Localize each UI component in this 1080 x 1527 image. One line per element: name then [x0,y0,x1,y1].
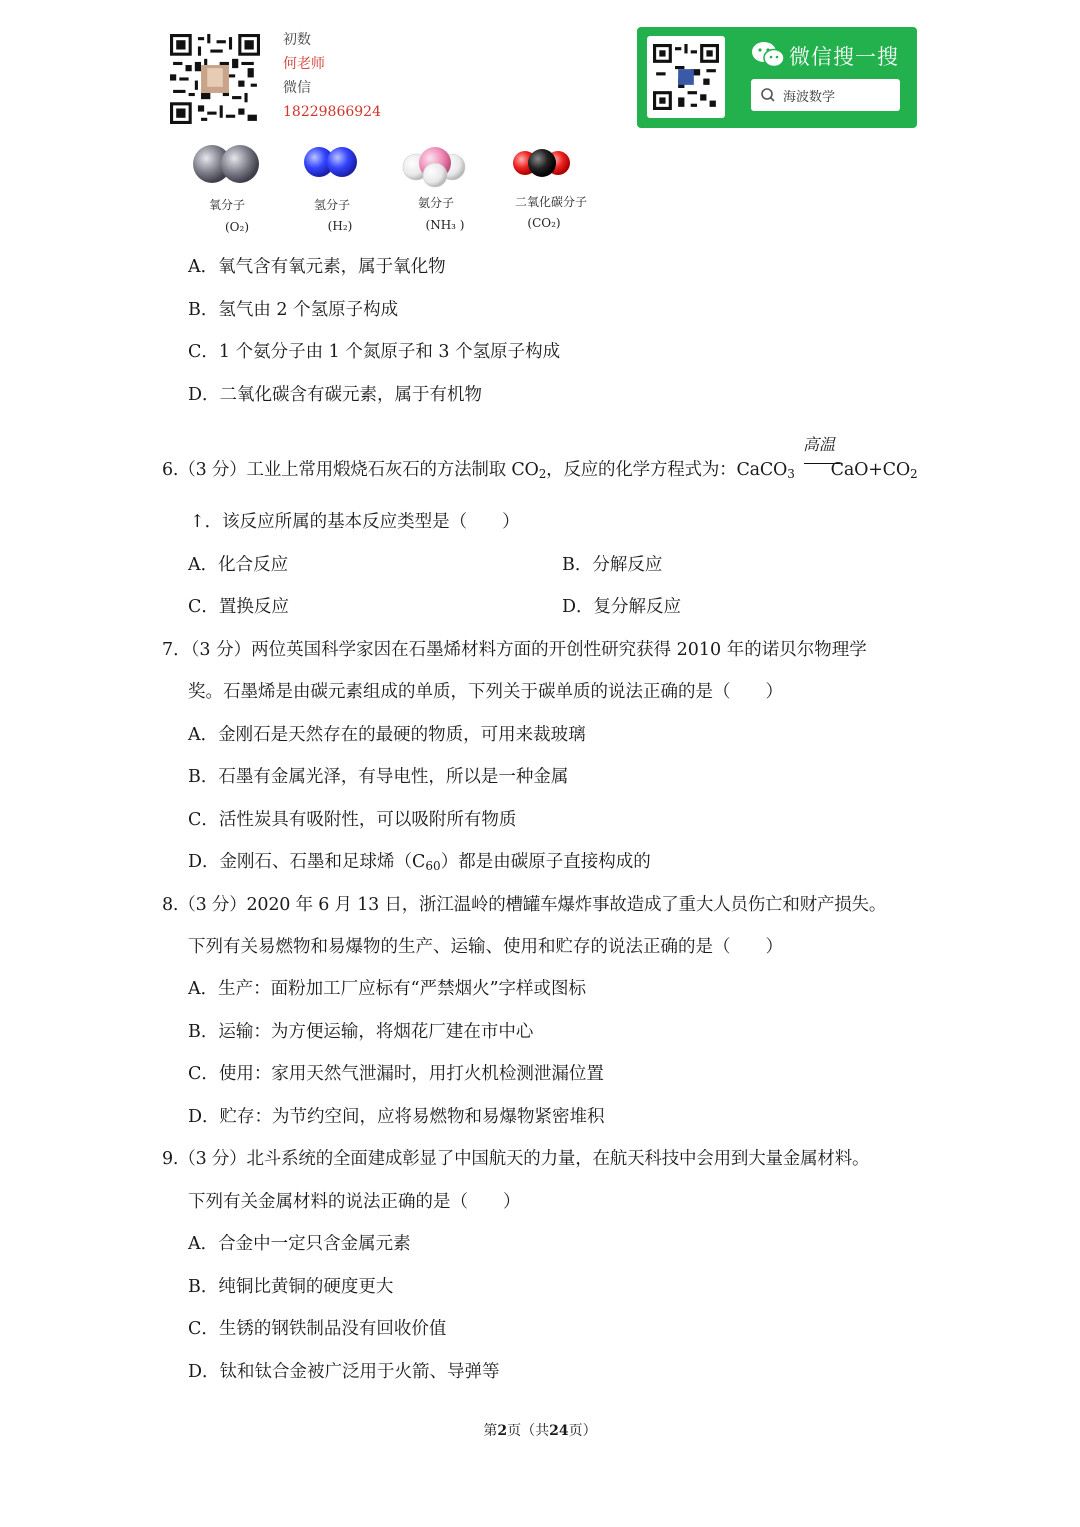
q6-option-c: C．置换反应 [188,597,289,617]
wechat-logo-icon [751,41,785,69]
oxygen-molecule-model [190,142,265,187]
q6-option-b: B．分解反应 [562,555,663,575]
q5-option-b: B．氢气由 2 个氢原子构成 [188,300,399,320]
molecule-name-h2: 氢分子 [313,198,350,212]
molecule-formula-nh3: (NH₃ ) [425,218,465,232]
q8-option-b: B．运输：为方便运输，将烟花厂建在市中心 [188,1022,534,1042]
q9-option-d: D．钛和钛合金被广泛用于火箭、导弹等 [188,1362,500,1382]
q9-option-a: A．合金中一定只含金属元素 [188,1234,411,1254]
molecule-name-co2: 二氧化碳分子 [514,195,587,209]
q8-option-c: C．使用：家用天然气泄漏时，用打火机检测泄漏位置 [188,1064,604,1084]
reaction-condition: 高温 [803,435,836,454]
q7-stem-line2: 奖。石墨烯是由碳元素组成的单质，下列关于碳单质的说法正确的是（ ） [188,682,783,702]
q9-option-c: C．生锈的钢铁制品没有回收价值 [188,1319,447,1339]
contact-teacher: 何老师 [283,56,325,72]
q6-stem-part-b: ，反应的化学方程式为：CaCO [546,460,788,480]
q6-sub-co2-product: 2 [910,467,918,481]
q7-option-d [188,848,651,873]
page-footer [0,1420,1080,1440]
q9-stem-line2: 下列有关金属材料的说法正确的是（ ） [188,1192,521,1212]
carbon-dioxide-molecule-model [512,147,572,181]
q5-option-a: A．氧气含有氧元素，属于氧化物 [188,257,446,277]
q8-stem-line2: 下列有关易燃物和易爆物的生产、运输、使用和贮存的说法正确的是（ ） [188,937,783,957]
wechat-search-box[interactable] [751,79,900,111]
qr-code-image [170,34,260,124]
q6-option-a: A．化合反应 [188,555,289,575]
q5-option-d: D．二氧化碳含有碳元素，属于有机物 [188,385,483,405]
q9-stem-line1: 9.（3 分）北斗系统的全面建成彰显了中国航天的力量，在航天科技中会用到大量金属材料。 [162,1149,870,1169]
search-icon [760,87,776,103]
q7-option-d-part-b: ）都是由碳原子直接构成的 [440,852,651,872]
wechat-search-banner [637,27,917,128]
q7-option-b: B．石墨有金属光泽，有导电性，所以是一种金属 [188,767,569,787]
q5-option-c: C．1 个氨分子由 1 个氮原子和 3 个氢原子构成 [188,342,561,362]
molecule-name-nh3: 氨分子 [417,196,454,210]
q6-sub-caco3: 3 [787,467,795,481]
q9-option-b: B．纯铜比黄铜的硬度更大 [188,1277,394,1297]
contact-phone: 18229866924 [283,104,381,120]
ammonia-molecule-model [402,139,468,189]
footer-total-pages: 24 [549,1423,569,1439]
wechat-qr-code [647,36,725,118]
q7-option-d-part-a: D．金刚石、石墨和足球烯（C [188,852,426,872]
contact-info [283,28,381,124]
footer-prefix: 第 [483,1423,498,1439]
molecule-name-o2: 氧分子 [208,198,245,212]
q6-stem-part-c: CaO+CO [830,460,911,480]
q7-option-a: A．金刚石是天然存在的最硬的物质，可用来裁玻璃 [188,725,586,745]
contact-subject: 初数 [283,32,311,48]
q7-option-c: C．活性炭具有吸附性，可以吸附所有物质 [188,810,517,830]
q8-option-d: D．贮存：为节约空间，应将易燃物和易爆物紧密堆积 [188,1107,605,1127]
hydrogen-molecule-model [302,145,362,180]
contact-wechat-label: 微信 [283,80,311,96]
wechat-search-text: 海波数学 [783,90,836,105]
footer-middle: 页（共 [507,1423,550,1439]
molecule-formula-co2: (CO₂) [527,216,561,230]
q6-stem-part-a: 6.（3 分）工业上常用煅烧石灰石的方法制取 CO [162,460,539,480]
molecule-formula-o2: (O₂) [224,220,249,234]
molecule-formula-h2: (H₂) [327,219,353,233]
footer-suffix: 页） [568,1423,597,1439]
q8-stem-line1: 8.（3 分）2020 年 6 月 13 日，浙江温岭的槽罐车爆炸事故造成了重大人员伤亡和财产损失。 [162,895,887,915]
q6-stem-line1 [162,456,917,481]
footer-page-number: 2 [497,1423,508,1439]
q6-stem-line2: ↑．该反应所属的基本反应类型是（ ） [190,512,520,532]
q7-sub-c60: 60 [425,859,441,873]
q7-stem-line1: 7．（3 分）两位英国科学家因在石墨烯材料方面的开创性研究获得 2010 年的诺贝尔物理学 [162,640,867,660]
q6-option-d: D．复分解反应 [562,597,682,617]
q6-sub-co2: 2 [538,467,547,481]
wechat-search-title: 微信搜一搜 [789,45,899,69]
q8-option-a: A．生产：面粉加工厂应标有“严禁烟火”字样或图标 [188,979,587,999]
